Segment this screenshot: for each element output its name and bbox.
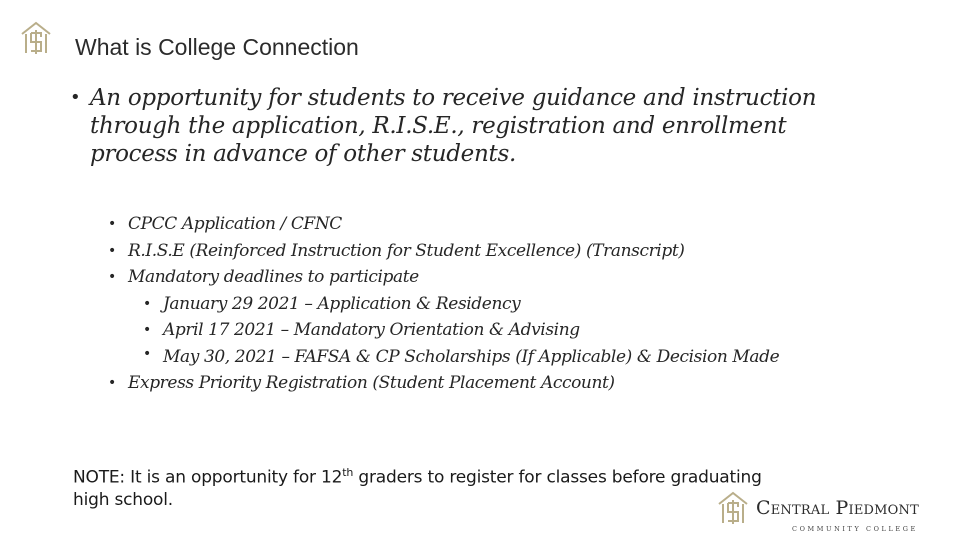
main-bullet-text: An opportunity for students to receive guidance and instruction through the application, R.I.S.E., registration and enrollment process in advance of other students. xyxy=(90,85,817,167)
brand-logo xyxy=(716,488,956,538)
list-item-text: Mandatory deadlines to participate xyxy=(128,267,419,287)
deadline-text: May 30, 2021 – FAFSA & CP Scholarships (If Applicable) & Decision Made xyxy=(163,346,780,367)
bullet-dot: • xyxy=(108,242,116,259)
list-item-text: Express Priority Registration (Student Placement Account) xyxy=(128,372,615,393)
note-before: NOTE: It is an opportunity for 12 xyxy=(73,467,343,488)
list-item-text: R.I.S.E (Reinforced Instruction for Student Excellence) (Transcript) xyxy=(128,240,685,261)
sub-bullet-list xyxy=(108,211,828,396)
deadline-item xyxy=(143,317,828,344)
bullet-dot: • xyxy=(70,87,81,108)
bullet-dot: • xyxy=(108,374,116,391)
bullet-dot: • xyxy=(143,295,151,312)
list-item-text: CPCC Application / CFNC xyxy=(128,214,342,234)
list-item xyxy=(108,264,828,291)
deadline-item xyxy=(143,344,828,370)
note-sup: th xyxy=(342,466,354,479)
bullet-dot: • xyxy=(108,216,116,232)
deadline-text: January 29 2021 – Application & Residency xyxy=(163,293,521,314)
main-bullet xyxy=(70,84,870,168)
brand-subtitle: COMMUNITY COLLEGE xyxy=(792,525,918,533)
bullet-dot: • xyxy=(143,322,151,338)
note-after: graders to register for classes before graduating high school. xyxy=(73,467,762,510)
slide-title: What is College Connection xyxy=(75,34,359,60)
note-text xyxy=(73,462,773,511)
cpcc-house-logo-icon xyxy=(20,20,52,56)
bullet-dot: • xyxy=(108,269,116,285)
deadline-text: April 17 2021 – Mandatory Orientation & Advising xyxy=(163,320,580,340)
deadline-item xyxy=(143,291,828,318)
list-item xyxy=(108,211,828,238)
brand-name: Central Piedmont xyxy=(756,497,919,519)
list-item xyxy=(108,370,828,397)
bullet-dot: • xyxy=(143,345,151,362)
list-item xyxy=(108,238,828,265)
cpcc-house-logo-icon xyxy=(716,490,750,526)
